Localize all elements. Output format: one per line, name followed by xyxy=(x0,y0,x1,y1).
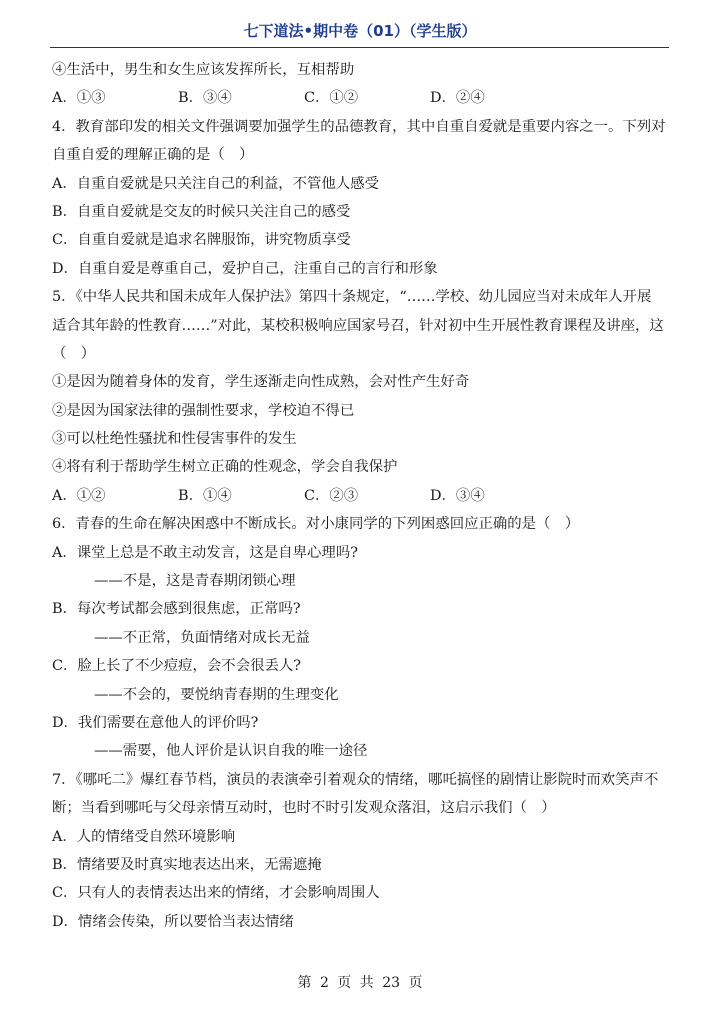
q5-statement-1: ①是因为随着身体的发育，学生逐渐走向性成熟，会对性产生好奇 xyxy=(52,374,470,391)
q3-options xyxy=(52,84,672,112)
q7-stem-line-2: 断；当看到哪吒与父母亲情互动时，也时不时引发观众落泪，这启示我们（ ） xyxy=(52,800,556,817)
q3-option-b: B．③④ xyxy=(178,90,232,107)
q7-option-c: C．只有人的表情表达出来的情绪，才会影响周围人 xyxy=(52,885,380,902)
q6-option-a: A．课堂上总是不敢主动发言，这是自卑心理吗? xyxy=(52,544,358,561)
q7-option-b: B．情绪要及时真实地表达出来，无需遮掩 xyxy=(52,856,322,873)
q7-option-d: D．情绪会传染，所以要恰当表达情绪 xyxy=(52,913,294,930)
q6-option-c: C．脸上长了不少痘痘，会不会很丢人? xyxy=(52,658,301,675)
q5-stem-line-2: 适合其年龄的性教育……”对此，某校积极响应国家号召，针对初中生开展性教育课程及讲座，这 xyxy=(52,317,664,334)
header-title: 七下道法•期中卷（01）（学生版） xyxy=(243,22,477,40)
q6-option-d: D．我们需要在意他人的评价吗? xyxy=(52,714,259,731)
q5-option-c: C．②③ xyxy=(304,487,359,504)
q5-statement-3: ③可以杜绝性骚扰和性侵害事件的发生 xyxy=(52,431,297,448)
q6-option-d-answer: ——需要，他人评价是认识自我的唯一途径 xyxy=(94,743,368,760)
q5-stem-line-3: （ ） xyxy=(52,345,96,362)
q7-stem-line-1: 7．《哪吒二》爆红春节档，演员的表演牵引着观众的情绪，哪吒搞怪的剧情让影院时而欢笑声不 xyxy=(52,771,659,788)
q5-option-b: B．①④ xyxy=(178,487,232,504)
q6-option-b: B．每次考试都会感到很焦虑，正常吗? xyxy=(52,601,301,618)
q4-option-c: C．自重自爱就是追求名牌服饰，讲究物质享受 xyxy=(52,232,351,249)
q3-option-a: A．①③ xyxy=(52,90,106,107)
q3-option-c: C．①② xyxy=(304,90,359,107)
q4-stem-line-2: 自重自爱的理解正确的是（ ） xyxy=(52,147,254,164)
page-content xyxy=(52,56,672,936)
q4-option-a: A．自重自爱就是只关注自己的利益，不管他人感受 xyxy=(52,175,379,192)
q6-stem: 6．青春的生命在解决困惑中不断成长。对小康同学的下列困惑回应正确的是（ ） xyxy=(52,516,580,533)
q6-option-b-answer: ——不正常，负面情绪对成长无益 xyxy=(94,629,310,646)
q5-statement-2: ②是因为国家法律的强制性要求，学校迫不得已 xyxy=(52,402,355,419)
q5-option-d: D．③④ xyxy=(430,487,485,504)
q3-option-d: D．②④ xyxy=(430,90,485,107)
q6-option-a-answer: ——不是，这是青春期闭锁心理 xyxy=(94,573,296,590)
q4-stem-line-1: 4．教育部印发的相关文件强调要加强学生的品德教育，其中自重自爱就是重要内容之一。下列对 xyxy=(52,118,666,135)
page-number: 第 2 页 共 23 页 xyxy=(297,975,423,991)
q4-option-b: B．自重自爱就是交友的时候只关注自己的感受 xyxy=(52,203,351,220)
q5-stem-line-1: 5．《中华人民共和国未成年人保护法》第四十条规定，“……学校、幼儿园应当对未成年人开展 xyxy=(52,289,652,306)
q5-options xyxy=(52,482,672,510)
q7-option-a: A．人的情绪受自然环境影响 xyxy=(52,828,236,845)
q5-statement-4: ④将有利于帮助学生树立正确的性观念，学会自我保护 xyxy=(52,459,398,476)
header-divider xyxy=(50,47,669,48)
q3-statement-4: ④生活中，男生和女生应该发挥所长，互相帮助 xyxy=(52,62,355,78)
q4-option-d: D．自重自爱是尊重自己，爱护自己，注重自己的言行和形象 xyxy=(52,260,438,277)
q5-option-a: A．①② xyxy=(52,487,106,504)
q6-option-c-answer: ——不会的，要悦纳青春期的生理变化 xyxy=(94,686,339,703)
